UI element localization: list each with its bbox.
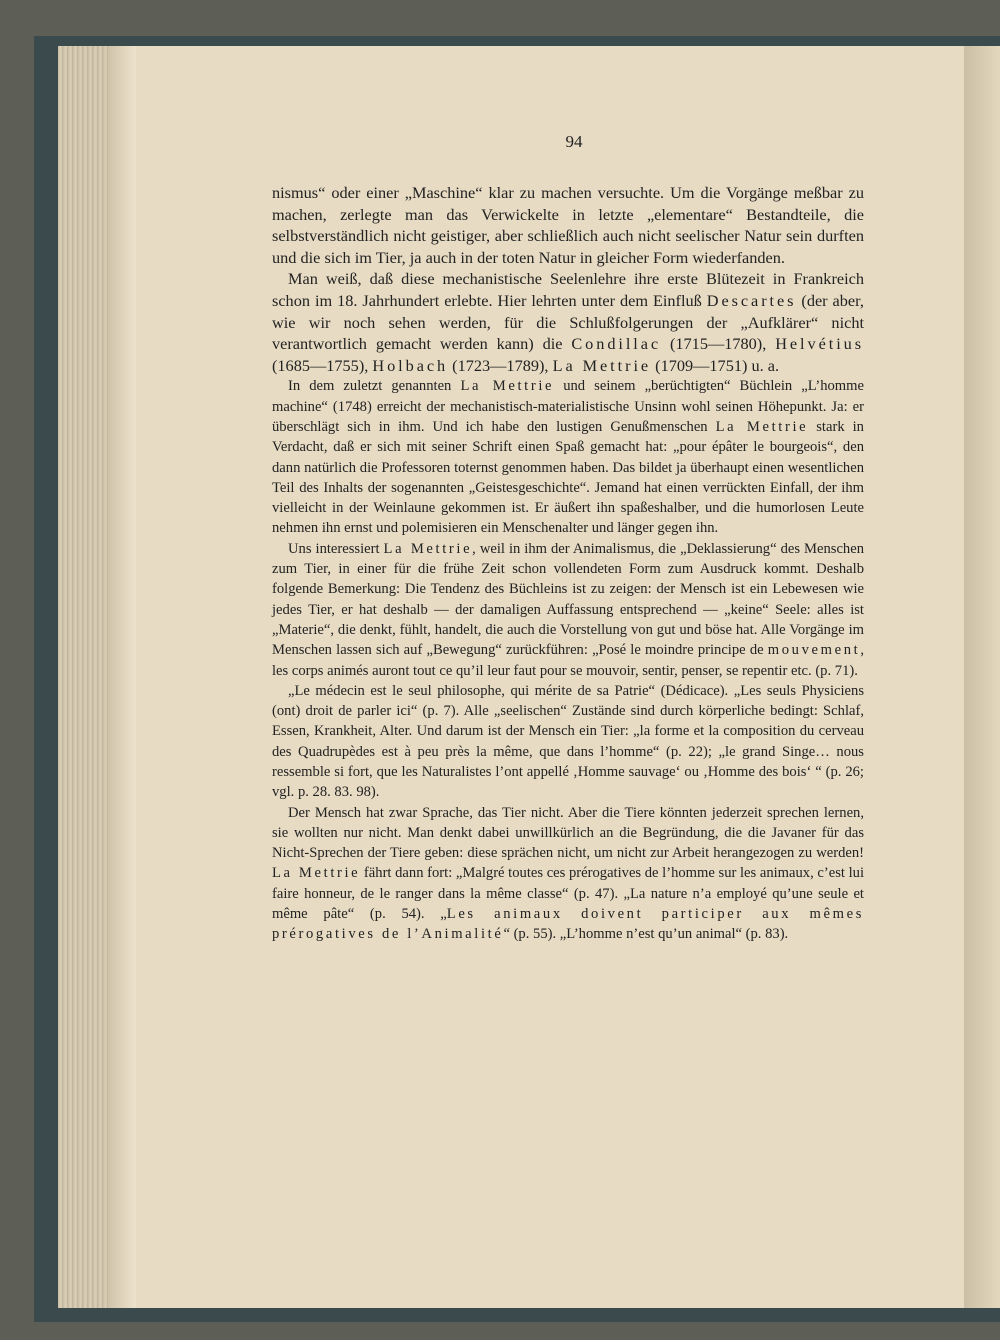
text-run: (1685—1755), [272, 355, 373, 375]
text-run: fährt dann fort: „Malgré toutes ces prérogatives de l’homme sur les animaux, c’est lui faire honneur, de le ranger dans la même classe“ (p. 47). „La nature n’a employé qu’une seule et même pâte“ (p. 54). „ [272, 865, 865, 923]
text-run: , les corps animés auront tout ce qu’il leur faut pour se mouvoir, sentir, penser, se repentir etc. (p. 71). [272, 642, 864, 679]
spaced-name: La Mettrie [715, 418, 809, 435]
spaced-name: La Mettrie [383, 540, 473, 557]
text-run: Man weiß, daß diese mechanistische Seelenlehre ihre erste Blütezeit in Frankreich schon im 18. Jahrhundert erlebte. Hier lehrten unter dem Einfluß [272, 269, 864, 310]
text-run: stark in Verdacht, daß er sich mit seiner Schrift einen Spaß gemacht hat: „pour épâter le bourgeois“, den dann natürlich die Professoren toternst genommen haben. Das bildet ja überhaupt einen wesentlichen Teil des Inhalts der sogenannten „Geistesgeschichte“. Jemand hat einen verrückten Einfall, der ihm vielleicht in der Weinlaune gekommen ist. Er äußert ihn spaßeshalber, und die humorlosen Leute nehmen ihn ernst und polemisieren ein Menschenalter und länger gegen ihn. [272, 418, 864, 537]
spaced-name: mouvement [767, 642, 861, 659]
spaced-name: Condillac [571, 334, 662, 354]
text-run: (1715—1780), [661, 334, 776, 354]
text-run: In dem zuletzt genannten [288, 378, 461, 395]
text-run: Uns interessiert [288, 540, 384, 557]
text-run: (1723—1789), [448, 355, 553, 375]
spaced-name: Les animaux doivent participer aux mêmes prérogatives de l’Animalité [272, 906, 865, 943]
text-run: Der Mensch hat zwar Sprache, das Tier nicht. Aber die Tiere könnten jederzeit sprechen lernen, sie wollten nur nicht. Man denkt dabei unwillkürlich an die Begründung, die die Javaner für das Nicht-Sprechen der Tiere geben: diese sprächen nicht, um nicht zur Arbeit herangezogen zu werden! [272, 804, 864, 862]
text-run: nismus“ oder einer „Maschine“ klar zu machen versuchte. Um die Vorgänge meßbar zu machen, zerlegte man das Verwickelte in letzte „elementare“ Bestandteile, die selbstverständlich nicht geistiger, aber schließlich auch nicht seelischer Natur sein durften und die sich im Tier, ja auch in der toten Natur in gleicher Form wiederfanden. [272, 183, 864, 267]
spaced-name: La Mettrie [460, 378, 555, 395]
spaced-name: Holbach [372, 355, 449, 375]
paragraph [272, 182, 864, 268]
text-run: (1709—1751) u. a. [651, 355, 780, 375]
page-number: 94 [565, 132, 583, 151]
paragraph [272, 268, 864, 376]
text-run: , weil in ihm der Animalismus, die „Deklassierung“ des Menschen zum Tier, in einer für die frühe Zeit schon vollendeten Form zum Ausdruck kommt. Deshalb folgende Bemerkung: Die Tendenz des Büchleins ist zu zeigen: der Mensch ist ein Lebewesen wie jedes Tier, er hat deshalb — der damaligen Auffassung entsprechend — „keine“ Seele: alles ist „Materie“, die denkt, fühlt, handelt, die auch die Vorstellung von gut und böse hat. Alle Vorgänge im Menschen lassen sich auf „Bewegung“ zurückführen: „Posé le moindre principe de [272, 540, 864, 659]
paragraph [272, 681, 864, 803]
spaced-name: Helvétius [775, 334, 864, 354]
body-text [272, 182, 864, 945]
page-gutter [108, 46, 136, 1308]
text-run: (der aber, wie wir noch sehen werden, für die Schlußfolgerungen der „Aufklärer“ nicht verantwortlich gemacht werden kann) die [272, 290, 864, 354]
spaced-name: Descartes [706, 290, 797, 310]
text-run: „Le médecin est le seul philosophe, qui mérite de sa Patrie“ (Dédicace). „Les seuls Physiciens (ont) droit de parler ici“ (p. 7). Alle „seelischen“ Zustände sind durch körperliche bedingt: Schlaf, Essen, Krankheit, Alter. Und darum ist der Mensch ein Tier: „la forme et la composition du cerveau des Quadrupèdes est à peu près la même, que dans l’homme“ (p. 22); „le grand Singe… nous ressemble si fort, que les Naturalistes l’ont appellé ‚Homme sauvage‘ ou ‚Homme des bois‘ “ (p. 26; vgl. p. 28. 83. 98). [272, 682, 864, 801]
text-run: und seinem „berüchtigten“ Büchlein „L’homme machine“ (1748) erreicht der mechanistisch-materialistische Unsinn wohl seinen Höhepunkt. Ja: er überschlägt sich in ihm. Und ich habe den lustigen Genußmenschen [272, 378, 864, 435]
text-run: “ (p. 55). „L’homme n’est qu’un animal“ (p. 83). [503, 926, 789, 943]
page-leaves-edge [58, 46, 114, 1308]
adjacent-page-edge [964, 46, 1000, 1308]
spaced-name: La Mettrie [552, 355, 652, 375]
paragraph [272, 539, 864, 681]
paragraph [272, 376, 864, 538]
page-text-block [272, 132, 864, 945]
spaced-name: La Mettrie [272, 865, 361, 882]
paragraph [272, 803, 864, 945]
